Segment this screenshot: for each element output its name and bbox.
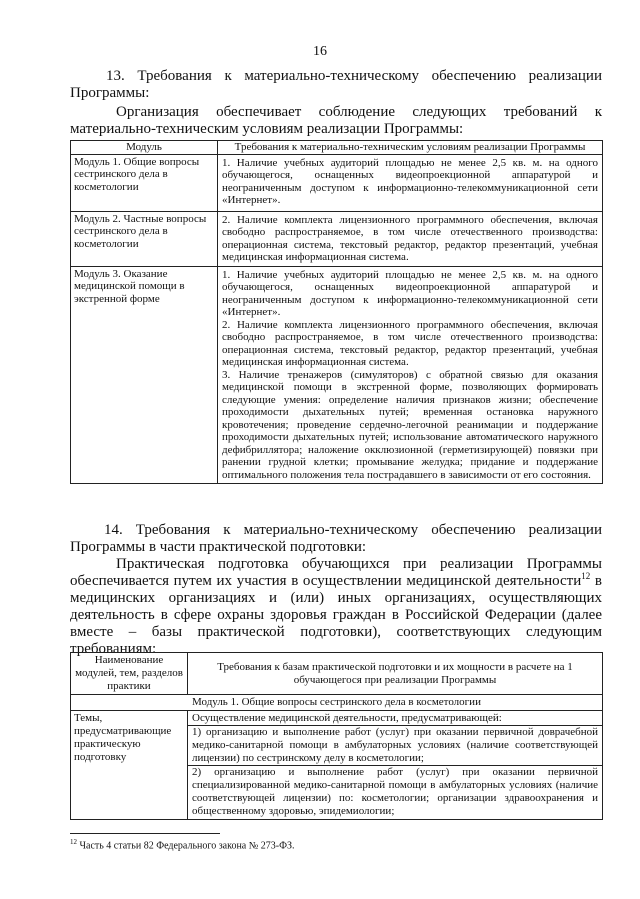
section-13-heading: 13. Требования к материально-техническому обеспечению реализации Программы:: [70, 68, 602, 101]
module-cell: Модуль 3. Оказание медицинской помощи в экстренной форме: [71, 266, 218, 484]
requirement-item: 1. Наличие учебных аудиторий площадью не менее 2,5 кв. м. на одного обучающегося, оснащенных видеопроекционной аппаратурой и неограниченным доступом к информационно-телекоммуникационной сети «Интернет».: [222, 268, 598, 318]
table-header-row: [71, 653, 603, 695]
column-header-module: Модуль: [71, 141, 218, 155]
requirement-item: Осуществление медицинской деятельности, предусматривающей:: [192, 712, 502, 724]
footnote-mark: 12: [70, 838, 77, 846]
table-row: [71, 266, 603, 484]
requirements-cell: [218, 266, 603, 484]
footnote-text: Часть 4 статьи 82 Федерального закона № 273-ФЗ.: [77, 840, 295, 852]
material-requirements-table: [70, 140, 603, 484]
column-header-name: Наименование модулей, тем, разделов практики: [71, 653, 188, 695]
section-13-intro: Организация обеспечивает соблюдение следующих требований к материально-техническим условиям реализации Программы:: [70, 104, 602, 137]
topic-cell: Темы, предусматривающие практическую подготовку: [71, 711, 188, 820]
footnote-reference: 12: [581, 571, 591, 581]
body-text: Практическая подготовка обучающихся при реализации Программы обеспечивается путем их участия в осуществлении медицинской деятельности: [70, 556, 602, 589]
body-text: в медицинских организациях и (или) иных организациях, осуществляющих деятельность в сфере охраны здоровья граждан в Российской Федерации (далее вместе – базы практической подготовки), соответствующих следующим требованиям:: [70, 573, 602, 657]
page-number: 16: [313, 44, 327, 59]
requirements-cell: 1. Наличие учебных аудиторий площадью не менее 2,5 кв. м. на одного обучающегося, оснащенных видеопроекционной аппаратурой и неограниченным доступом к информационно-телекоммуникационной сети «Интернет».: [218, 154, 603, 211]
module-cell: Модуль 1. Общие вопросы сестринского дела в косметологии: [71, 154, 218, 211]
module-row: [71, 695, 603, 711]
section-14-heading: 14. Требования к материально-техническому обеспечению реализации Программы в части практической подготовки:: [70, 522, 602, 555]
requirement-item: 2) организацию и выполнение работ (услуг) при оказании первичной специализированной медико-санитарной помощи в амбулаторных условиях (наличие соответствующей лицензии) по: косметологии; организации здравоохранения и общественному здоровью, эпидемиологии;: [188, 765, 602, 818]
requirement-item: 2. Наличие комплекта лицензионного программного обеспечения, включая свободно распространяемое, в том числе отечественного производства: операционная система, текстовый редактор, редактор презентаций, учебная медицинская информационная система.: [222, 318, 598, 368]
column-header-requirements: Требования к базам практической подготовки и их мощности в расчете на 1 обучающегося при реализации Программы: [188, 653, 603, 695]
table-row: [71, 154, 603, 211]
section-14-body: [70, 556, 602, 658]
requirements-cell: 2. Наличие комплекта лицензионного программного обеспечения, включая свободно распространяемое, в том числе отечественного производства: операционная система, текстовый редактор, редактор презентаций, учебная медицинская информационная система.: [218, 211, 603, 266]
column-header-requirements: Требования к материально-техническим условиям реализации Программы: [218, 141, 603, 155]
requirement-item: 3. Наличие тренажеров (симуляторов) с обратной связью для оказания медицинской помощи в экстренной форме, позволяющих формировать следующие умения: определение наличия признаков жизни; обеспечение проходимости дыхательных путей; временная остановка наружного кровотечения; проведение сердечно-легочной реанимации и поддержание проходимости дыхательных путей; использование автоматического наружного дефибриллятора; наложение окклюзионной (герметизирующей) повязки при ранении грудной клетки; промывание желудка; придание и поддержание оптимального положения тела пострадавшего в зависимости от его состояния.: [222, 368, 598, 481]
requirements-cell: [188, 711, 603, 820]
module-cell: Модуль 2. Частные вопросы сестринского дела в косметологии: [71, 211, 218, 266]
module-title: Модуль 1. Общие вопросы сестринского дела в косметологии: [71, 695, 603, 711]
table-row: [71, 711, 603, 820]
table-header-row: [71, 141, 603, 155]
requirement-item: 1) организацию и выполнение работ (услуг) при оказании первичной доврачебной медико-санитарной помощи в амбулаторных условиях (наличие соответствующей лицензии) по сестринскому делу в косметологии;: [188, 725, 602, 765]
footnote-separator: [70, 833, 220, 834]
table-row: [71, 211, 603, 266]
practice-bases-table: [70, 652, 603, 820]
footnote: [70, 838, 295, 851]
